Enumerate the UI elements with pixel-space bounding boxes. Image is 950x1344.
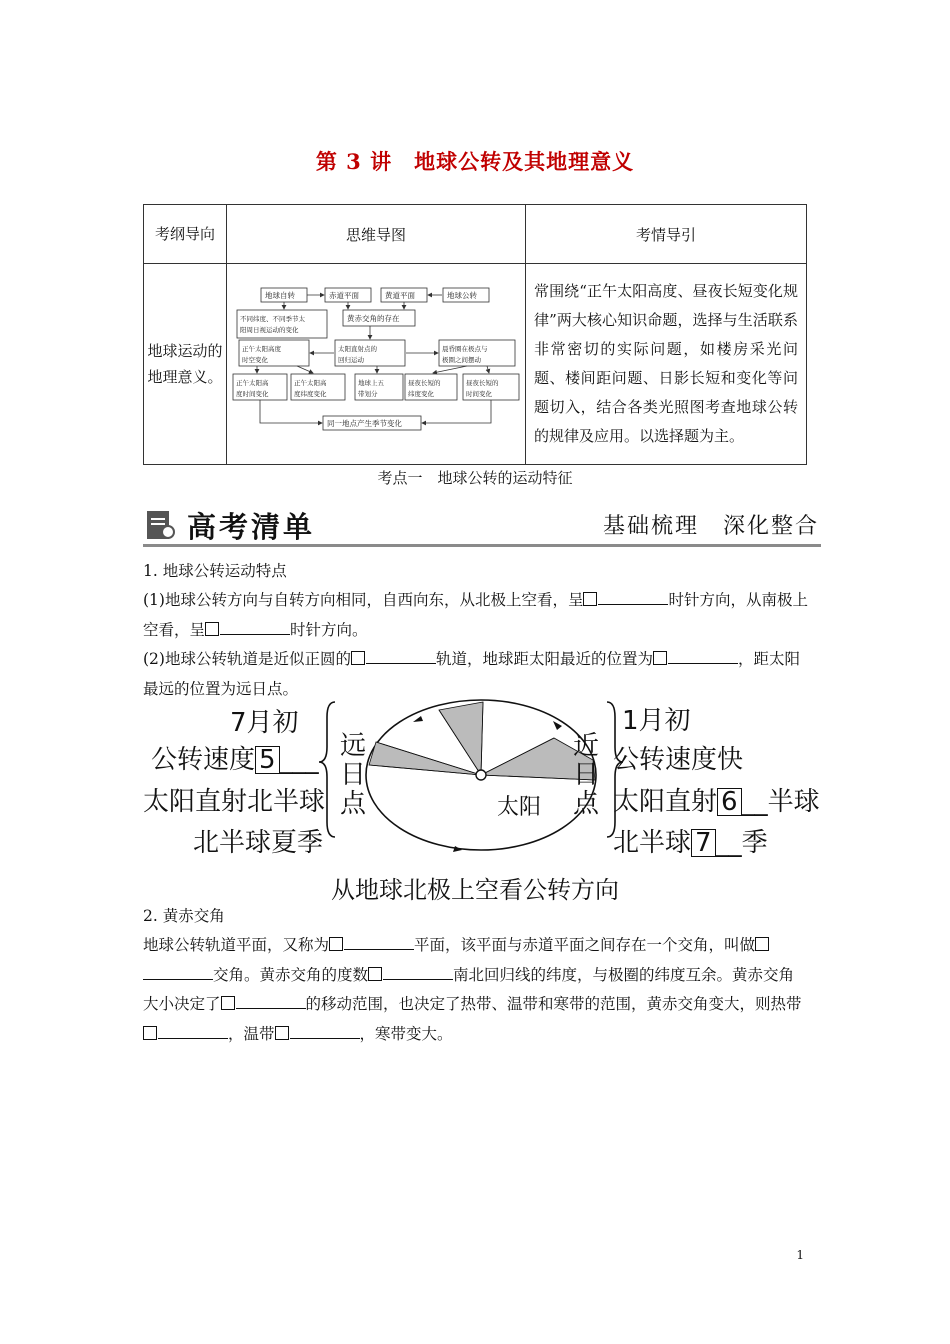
answer-blank[interactable]	[158, 1024, 228, 1039]
svg-text:地球上五: 地球上五	[358, 379, 384, 387]
col1-body: 地球运动的地理意义。	[144, 264, 227, 465]
svg-text:带划分: 带划分	[358, 390, 378, 398]
svg-text:度时间变化: 度时间变化	[236, 390, 269, 398]
mm-node-3: 黄道平面	[385, 291, 415, 300]
svg-text:不同纬度、不同季节太: 不同纬度、不同季节太	[240, 315, 305, 323]
answer-blank[interactable]	[290, 1024, 360, 1039]
answer-box	[653, 651, 667, 665]
left-sun: 太阳直射北半球	[143, 787, 326, 817]
col2-header: 思维导图	[227, 205, 526, 264]
col1-header: 考纲导向	[144, 205, 227, 264]
right-season: 北半球 7 __季	[613, 828, 768, 858]
left-speed: 公转速度 5 ___	[151, 745, 319, 775]
banner-title: 高考清单	[187, 510, 316, 544]
svg-text:昼夜长短的: 昼夜长短的	[408, 379, 441, 387]
topic-title: 考点一 地球公转的运动特征	[377, 469, 573, 487]
answer-blank[interactable]	[220, 620, 290, 635]
sun-icon	[476, 770, 486, 780]
svg-text:正午太阳高: 正午太阳高	[236, 379, 269, 387]
mindmap-cell	[227, 264, 526, 465]
figure-caption: 从地球北极上空看公转方向	[331, 876, 619, 904]
mm-node-15: 同一地点产生季节变化	[327, 419, 402, 428]
answer-box	[351, 651, 365, 665]
mm-node-4: 地球公转	[447, 291, 477, 300]
right-sun: 太阳直射 6 __半球	[613, 787, 820, 817]
guide-table	[143, 204, 807, 465]
answer-blank[interactable]	[598, 590, 668, 605]
answer-blank[interactable]	[366, 649, 436, 664]
answer-blank[interactable]	[668, 649, 738, 664]
left-date: 7月初	[230, 708, 299, 738]
answer-box	[368, 967, 382, 981]
document-icon	[146, 510, 176, 540]
banner-subtitle: 基础梳理 深化整合	[602, 514, 819, 539]
banner-rule	[143, 544, 821, 547]
answer-box	[143, 1026, 157, 1040]
left-season: 北半球夏季	[193, 828, 324, 858]
aphelion-label: 远日点	[340, 731, 367, 819]
section2-body: 地球公转轨道平面，又称为 平面，该平面与赤道平面之间存在一个交角，叫做交角。黄赤交角的度数 南北回归线的纬度，与极圈的纬度互余。黄赤交角大小决定了 的移动范围，也决定了热带、温带和寒带的范围，黄赤交角变大，则热带，温带 ，寒带变大。	[143, 936, 802, 1043]
answer-blank[interactable]	[344, 935, 414, 950]
mm-node-2: 赤道平面	[329, 291, 359, 300]
mindmap-diagram	[227, 264, 525, 464]
svg-text:回归运动: 回归运动	[338, 356, 364, 364]
svg-text:极圈之间摆动: 极圈之间摆动	[442, 356, 481, 364]
answer-box	[583, 592, 597, 606]
page-number: 1	[796, 1248, 804, 1262]
perihelion-label: 近日点	[573, 731, 600, 819]
page-title: 第 3 讲 地球公转及其地理意义	[315, 149, 635, 174]
svg-text:正午太阳高度: 正午太阳高度	[242, 345, 281, 353]
right-speed: 公转速度快	[613, 745, 744, 775]
svg-text:正午太阳高: 正午太阳高	[294, 379, 327, 387]
answer-box	[755, 937, 769, 951]
answer-box	[329, 937, 343, 951]
col3-body: 常围绕“正午太阳高度、昼夜长短变化规律”两大核心知识命题，选择与生活联系非常密切的实际问题，如楼房采光问题、楼间距问题、日影长短和变化等问题切入，结合各类光照图考查地球公转的规律及应用。以选择题为主。	[526, 264, 807, 465]
svg-text:阳周日视运动的变化: 阳周日视运动的变化	[240, 326, 299, 334]
section1-heading: 1. 地球公转运动特点	[143, 562, 287, 580]
svg-text:度纬度变化: 度纬度变化	[294, 390, 327, 398]
svg-text:太阳直射点的: 太阳直射点的	[338, 345, 377, 353]
section-banner	[143, 505, 821, 547]
answer-box	[221, 996, 235, 1010]
svg-text:昼夜长短的: 昼夜长短的	[466, 379, 499, 387]
svg-text:晨昏圈在极点与: 晨昏圈在极点与	[442, 345, 488, 353]
svg-text:时间变化: 时间变化	[466, 390, 492, 398]
col3-header: 考情导引	[526, 205, 807, 264]
sun-label: 太阳	[497, 795, 542, 820]
answer-box	[205, 622, 219, 636]
section1-body: (1)地球公转方向与自转方向相同，自西向东，从北极上空看，呈 时针方向，从南极上空看，呈 时针方向。 (2)地球公转轨道是近似正圆的 轨道，地球距太阳最近的位置为 ，距太阳最远的位置为远日点。	[143, 591, 808, 698]
mm-node-1: 地球自转	[265, 291, 295, 300]
answer-box	[275, 1026, 289, 1040]
answer-blank[interactable]	[236, 994, 306, 1009]
svg-text:时空变化: 时空变化	[242, 356, 268, 364]
mm-node-6: 黄赤交角的存在	[347, 314, 400, 323]
section2-heading: 2. 黄赤交角	[143, 907, 225, 925]
answer-blank[interactable]	[383, 965, 453, 980]
svg-text:纬度变化: 纬度变化	[408, 390, 434, 398]
right-date: 1月初	[622, 706, 691, 736]
answer-blank[interactable]	[143, 965, 213, 980]
